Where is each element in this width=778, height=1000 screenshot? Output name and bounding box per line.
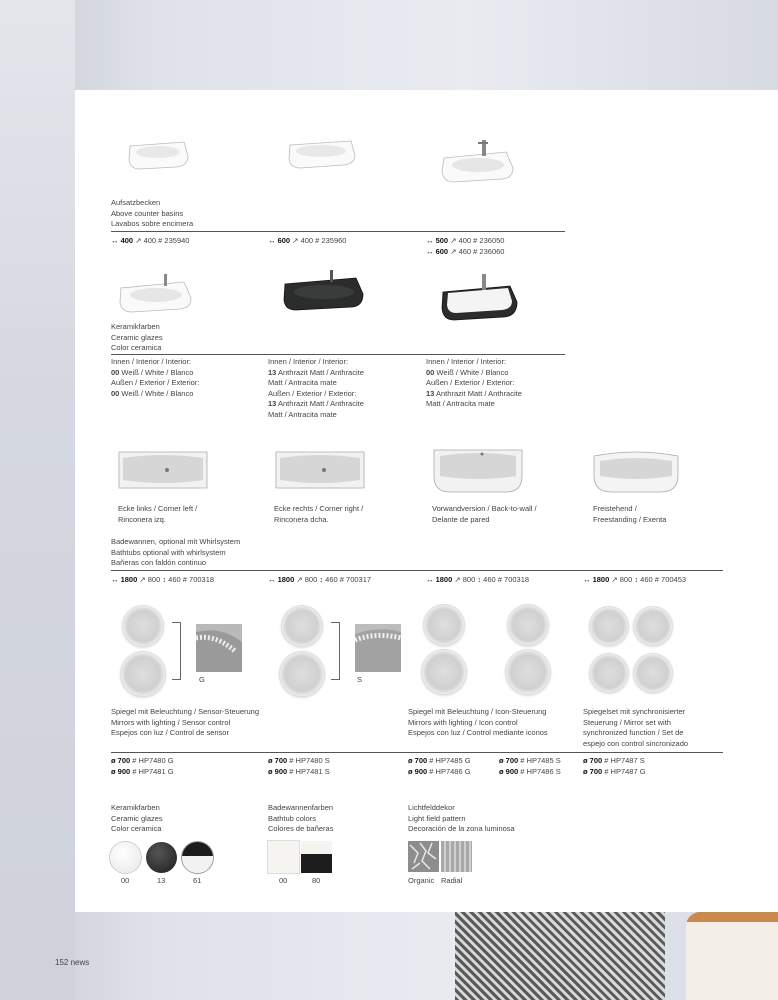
basins-title: Aufsatzbecken Above counter basins Lavabos sobre encimera	[111, 198, 194, 228]
tub-white-swatch	[268, 841, 299, 873]
mirror-text-sync: Spiegelset mit synchronisierter Steuerung / Mirror set with synchronized function / Set de espejo con control sincronizado	[583, 707, 689, 748]
tub-white-black-swatch	[301, 841, 332, 873]
mirror-code-5: ø 700 # HP7487 S ø 700 # HP7487 G	[583, 756, 646, 776]
basin-code-3: ↔ 500 ↗ 400 # 236050 ↔ 600 ↗ 460 # 236060	[426, 236, 505, 256]
mirror-detail-s-image	[355, 624, 401, 672]
mirror-image	[424, 605, 464, 645]
basin-code-2: ↔ 600 ↗ 400 # 235960	[268, 236, 347, 245]
bathtub-back-to-wall-image	[432, 446, 524, 494]
bracket-line	[172, 622, 181, 680]
glaze-col-2: Innen / Interior / Interior: 13 Anthrazit Matt / Anthracite Matt / Antracita mate Außen / Exterior / Exterior: 13 Anthrazit Matt / Anthracite Matt / Antracita mate	[268, 357, 364, 419]
ceramic-anthracite-swatch	[146, 842, 177, 873]
light-pattern-title: Lichtfelddekor Light field pattern Decoración de la zona luminosa	[408, 803, 515, 833]
swatch-label: 80	[312, 876, 321, 885]
swatch-label: 00	[279, 876, 288, 885]
glazes-title: Keramikfarben Ceramic glazes Color ceramica	[111, 322, 163, 352]
tubs-title: Badewannen, optional mit Whirlsystem Bathtubs optional with whirlsystem Bañeras con faldón continuo	[111, 537, 241, 567]
glaze-col-3: Innen / Interior / Interior: 00 Weiß / White / Blanco Außen / Exterior / Exterior: 13 Anthrazit Matt / Anthracite Matt / Antracita mate	[426, 357, 522, 408]
bathtub-corner-right-image	[274, 448, 366, 492]
mirror-image	[280, 652, 324, 696]
mirror-code-3: ø 700 # HP7485 G ø 900 # HP7486 G	[408, 756, 471, 776]
divider	[111, 231, 565, 232]
divider	[111, 354, 565, 355]
mirror-letter-g: G	[199, 675, 205, 684]
basin-code-1: ↔ 400 ↗ 400 # 235940	[111, 236, 190, 245]
divider	[111, 570, 723, 571]
basin-white-anthracite-image	[440, 272, 520, 322]
tub-label-2: Ecke rechts / Corner right / Rinconera dcha.	[274, 504, 364, 524]
tub-code-2: ↔ 1800 ↗ 800 ↕ 460 # 700317	[268, 575, 372, 584]
mirror-code-4: ø 700 # HP7485 S ø 900 # HP7486 S	[499, 756, 561, 776]
mirror-image	[121, 652, 165, 696]
tub-label-3: Vorwandversion / Back-to-wall / Delante de pared	[432, 504, 537, 524]
towel-photo	[455, 912, 665, 1000]
mirror-image	[123, 606, 163, 646]
tub-colors-title: Badewannenfarben Bathtub colors Colores de bañeras	[268, 803, 334, 833]
mirror-image	[590, 654, 628, 692]
mirror-code-2: ø 700 # HP7480 S ø 900 # HP7481 S	[268, 756, 330, 776]
mirror-detail-g-image	[196, 624, 242, 672]
ceramic-colors-title: Keramikfarben Ceramic glazes Color ceramica	[111, 803, 163, 833]
mirror-image	[634, 607, 672, 645]
glaze-col-1: Innen / Interior / Interior: 00 Weiß / White / Blanco Außen / Exterior / Exterior: 00 Weiß / White / Blanco	[111, 357, 200, 398]
swatch-label: 61	[193, 876, 202, 885]
mirror-image	[590, 607, 628, 645]
background-wall	[0, 0, 75, 1000]
mirror-image	[634, 654, 672, 692]
mirror-letter-s: S	[357, 675, 363, 684]
bathtub-corner-left-image	[117, 448, 209, 492]
mirror-image	[506, 650, 550, 694]
divider	[111, 752, 723, 753]
page-number: 152 news	[55, 958, 90, 967]
mirror-text-icon: Spiegel mit Beleuchtung / Icon-Steuerung Mirrors with lighting / Icon control Espejos con luz / Control mediante iconos	[408, 707, 548, 737]
basin-500-600-image	[440, 138, 516, 184]
basin-anthracite-image	[282, 270, 366, 312]
mirror-text-sensor: Spiegel mit Beleuchtung / Sensor-Steuerung Mirrors with lighting / Sensor control Espejos con luz / Control de sensor	[111, 707, 260, 737]
swatch-label: Radial	[441, 876, 463, 885]
swatch-label: 00	[121, 876, 130, 885]
tub-label-1: Ecke links / Corner left / Rinconera izq.	[118, 504, 198, 524]
organic-pattern-swatch	[408, 841, 439, 872]
mirror-image	[422, 650, 466, 694]
basin-600-image	[287, 136, 357, 172]
tub-code-4: ↔ 1800 ↗ 800 ↕ 460 # 700453	[583, 575, 687, 584]
basin-400-image	[126, 136, 190, 172]
bathtub-freestanding-image	[590, 448, 682, 494]
bracket-line	[331, 622, 340, 680]
tub-code-3: ↔ 1800 ↗ 800 ↕ 460 # 700318	[426, 575, 530, 584]
mirror-code-1: ø 700 # HP7480 G ø 900 # HP7481 G	[111, 756, 174, 776]
basin-white-image	[118, 274, 194, 314]
ceramic-white-anthracite-swatch	[182, 842, 213, 873]
swatch-label: 13	[157, 876, 166, 885]
ceramic-white-swatch	[110, 842, 141, 873]
mirror-image	[508, 605, 548, 645]
tub-code-1: ↔ 1800 ↗ 800 ↕ 460 # 700318	[111, 575, 215, 584]
radial-pattern-swatch	[441, 841, 472, 872]
tub-label-4: Freistehend / Freestanding / Exenta	[593, 504, 667, 524]
stool-photo	[686, 912, 778, 1000]
mirror-image	[282, 606, 322, 646]
swatch-label: Organic	[408, 876, 435, 885]
